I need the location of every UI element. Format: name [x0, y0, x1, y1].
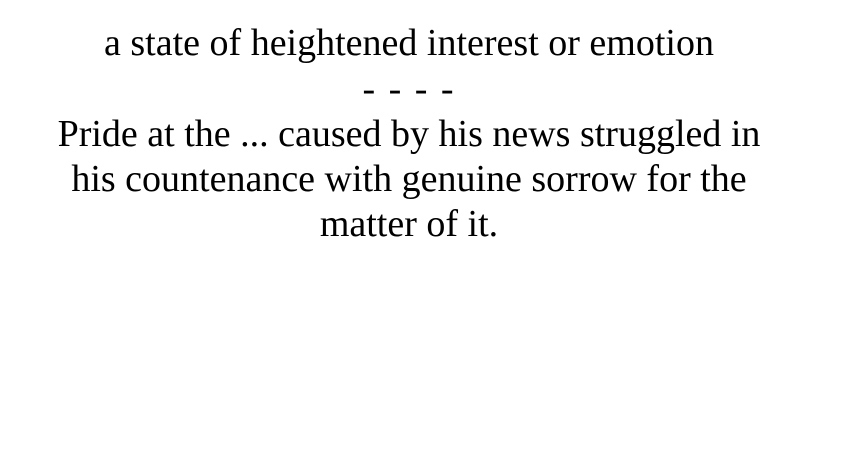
separator-text: - - - - — [362, 68, 456, 110]
example-sentence: Pride at the ... caused by his news struggled in his countenance with genuine sorrow for the matter of it. — [57, 113, 761, 245]
definition-text: a state of heightened interest or emotion — [104, 22, 714, 64]
